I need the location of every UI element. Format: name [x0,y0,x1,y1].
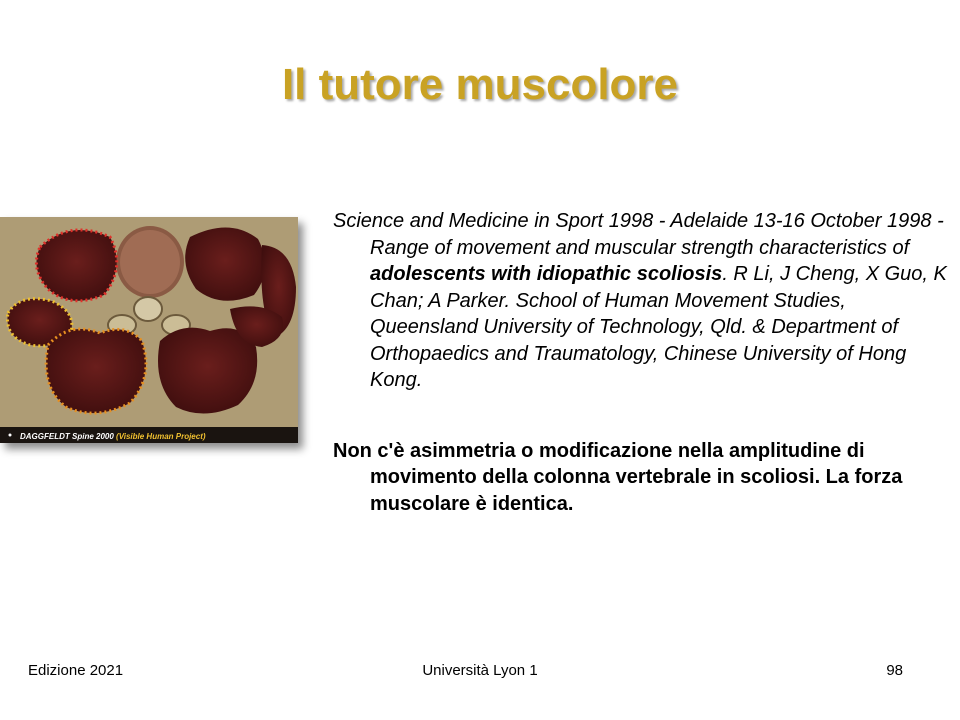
citation-emphasis: adolescents with idiopathic scoliosis [370,263,723,285]
citation-paragraph [333,208,953,394]
footer-institution: Università Lyon 1 [422,662,538,679]
conclusion-paragraph: Non c'è asimmetria o modificazione nella amplitudine di movimento della colonna vertebrale in scoliosi. La forza muscolare è identica. [333,439,903,515]
footer-edition: Edizione 2021 [28,662,124,679]
slide-body [333,208,953,517]
page-number: 98 [886,662,903,679]
citation-text: Science and Medicine in Sport 1998 - Adelaide 13-16 October 1998 -Range of movement and muscular strength characteristics of [333,210,944,259]
slide-title: Il tutore muscolore [281,60,679,109]
spine-cross-section-image [0,217,298,443]
figure-caption: DAGGFELDT Spine 2000 (Visible Human Project) [20,432,206,441]
citation-authors: . R Li, J Cheng, X Guo, K Chan; A Parker. School of Human Movement Studies, Queensland University of Technology, Qld. & Department of Orthopaedics and Traumatology, Chinese University of Hong Kong. [370,263,947,391]
